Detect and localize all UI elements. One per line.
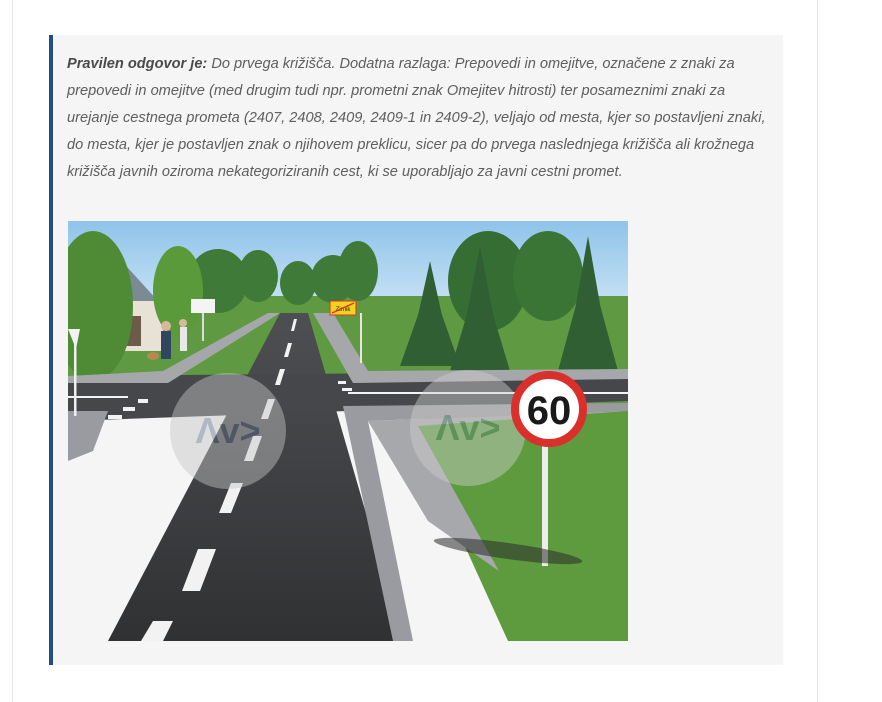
answer-blockquote	[49, 35, 783, 665]
svg-text:Λᴠ>: Λᴠ>	[435, 407, 501, 448]
curb-left	[68, 411, 108, 461]
answer-text: Do prvega križišča. Dodatna razlaga: Prepovedi in omejitve, označene z znaki za prepovedi in omejitve (med drugim tudi npr. prometni znak Omejitev hitrosti) ter posameznimi znaki za urejanje cestnega prometa (2407, 2408, 2409, 2409-1 in 2409-2), veljajo od mesta, kjer so postavljeni znaki, do mesta, kjer je postavljen znak o njihovem preklicu, sicer pa do prvega naslednjega križišča ali krožnega križišča javnih oziroma nekategoriziranih cest, ki se uporabljajo za javni cestni promet.	[67, 56, 766, 180]
answer-label: Pravilen odgovor je:	[67, 56, 208, 72]
svg-text:60: 60	[526, 389, 572, 433]
svg-text:Zirnik: Zirnik	[335, 307, 351, 313]
road-scene-image	[68, 221, 628, 641]
answer-explanation	[67, 51, 772, 186]
svg-text:Λᴠ>: Λᴠ>	[195, 410, 261, 451]
